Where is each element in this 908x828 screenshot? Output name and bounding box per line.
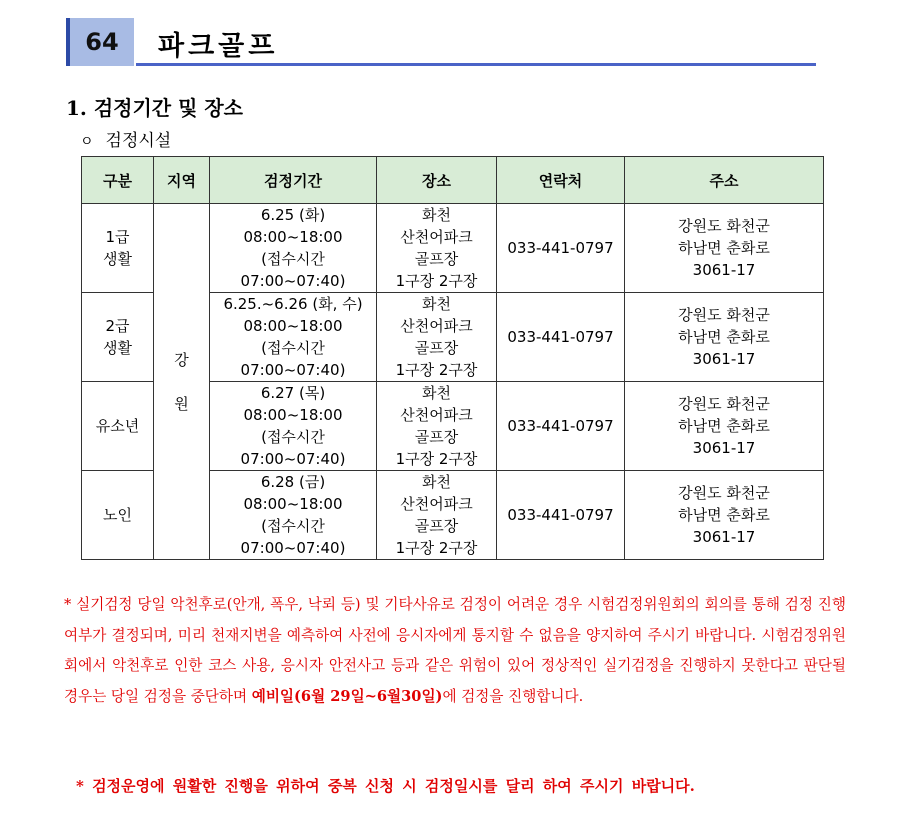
weather-notice [64,590,846,712]
page-header [66,18,816,70]
region-cell [154,204,210,560]
grade-cell: 2급 생활 [82,293,154,382]
grade-cell: 1급 생활 [82,204,154,293]
period-cell: 6.25.~6.26 (화, 수) 08:00~18:00 (접수시간 07:00~07:40) [210,293,377,382]
period-cell: 6.27 (목) 08:00~18:00 (접수시간 07:00~07:40) [210,382,377,471]
section-title: 1. 검정기간 및 장소 [66,96,244,120]
chapter-number: 64 [66,18,134,66]
contact-cell: 033-441-0797 [497,471,625,560]
column-header-category: 구분 [82,157,154,204]
subsection-heading [80,126,171,151]
address-cell: 강원도 화천군 하남면 춘화로 3061-17 [625,471,824,560]
header-underline [136,63,816,66]
table-row [82,204,824,293]
column-header-contact: 연락처 [497,157,625,204]
page-title: 파크골프 [158,31,279,62]
exam-schedule-table [81,156,824,560]
place-cell: 화천 산천어파크 골프장 1구장 2구장 [377,293,497,382]
region-char: 원 [174,394,189,413]
notice-text-end: 에 검정을 진행합니다. [442,687,584,705]
bullet-icon: ㅇ [80,134,94,150]
address-cell: 강원도 화천군 하남면 춘화로 3061-17 [625,204,824,293]
column-header-period: 검정기간 [210,157,377,204]
reserve-date-highlight: 예비일(6월 29일~6월30일) [251,687,443,705]
contact-cell: 033-441-0797 [497,382,625,471]
notice-text: * 실기검정 당일 악천후로(안개, 폭우, 낙뢰 등) 및 기타사유로 검정이 어려운 경우 시험검정위원회의 회의를 통해 검정 진행 여부가 결정되며, 미리 천재지변을 예측하여 사전에 응시자에게 통지할 수 없음을 양지하여 주시기 바랍니다. 시험검정위원회에서 악천후로 인한 코스 사용, 응시자 안전사고 등과 같은 위험이 있어 정상적인 실기검정을 진행하지 못한다고 판단될 경우는 당일 검정을 중단하며 [64,596,846,705]
grade-cell: 노인 [82,471,154,560]
place-cell: 화천 산천어파크 골프장 1구장 2구장 [377,471,497,560]
period-cell: 6.25 (화) 08:00~18:00 (접수시간 07:00~07:40) [210,204,377,293]
address-cell: 강원도 화천군 하남면 춘화로 3061-17 [625,293,824,382]
place-cell: 화천 산천어파크 골프장 1구장 2구장 [377,204,497,293]
period-cell: 6.28 (금) 08:00~18:00 (접수시간 07:00~07:40) [210,471,377,560]
contact-cell: 033-441-0797 [497,293,625,382]
contact-cell: 033-441-0797 [497,204,625,293]
grade-cell: 유소년 [82,382,154,471]
duplicate-application-note: * 검정운영에 원활한 진행을 위하여 중복 신청 시 검정일시를 달리 하여 주시기 바랍니다. [76,777,695,795]
place-cell: 화천 산천어파크 골프장 1구장 2구장 [377,382,497,471]
column-header-place: 장소 [377,157,497,204]
address-cell: 강원도 화천군 하남면 춘화로 3061-17 [625,382,824,471]
region-char: 강 [174,350,189,369]
column-header-region: 지역 [154,157,210,204]
table-header-row [82,157,824,204]
column-header-address: 주소 [625,157,824,204]
subsection-title: 검정시설 [105,131,172,151]
